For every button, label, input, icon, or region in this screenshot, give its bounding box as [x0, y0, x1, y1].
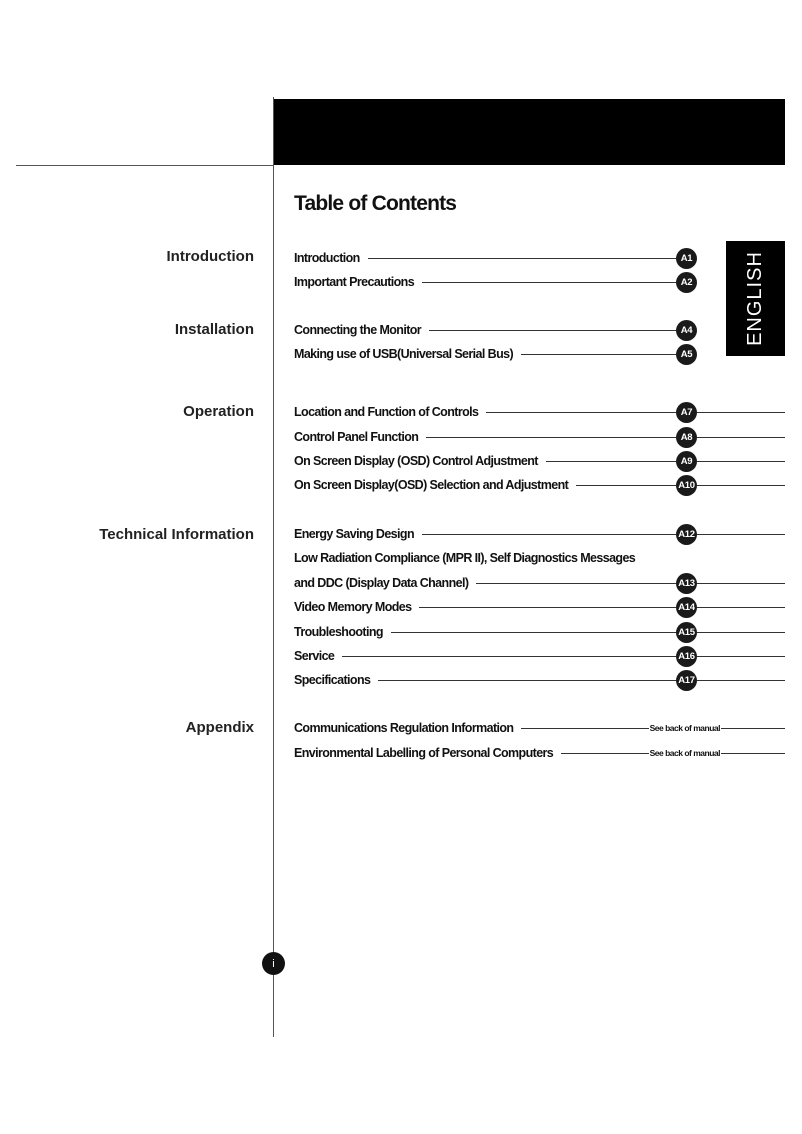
leader-line	[521, 728, 648, 729]
leader-line	[429, 330, 676, 331]
page-badge: A13	[676, 573, 697, 594]
leader-line	[721, 728, 785, 729]
toc-entry-low-radiation[interactable]: Low Radiation Compliance (MPR II), Self Diagnostics Messages	[294, 551, 636, 565]
leader-line	[422, 534, 676, 535]
toc-entry-video-memory[interactable]	[294, 597, 785, 617]
page-reference: See back of manual	[649, 723, 720, 733]
page-badge: A1	[676, 248, 697, 269]
leader-line	[697, 656, 785, 657]
page-badge: A9	[676, 451, 697, 472]
leader-line	[419, 607, 676, 608]
section-introduction: Introduction	[166, 248, 254, 265]
leader-line	[697, 412, 785, 413]
header-divider	[16, 165, 274, 166]
toc-entry-text: Important Precautions	[294, 275, 415, 289]
page-badge: A7	[676, 402, 697, 423]
toc-entry-location-controls[interactable]	[294, 402, 785, 422]
page-badge: A14	[676, 597, 697, 618]
page-title: Table of Contents	[294, 192, 457, 215]
leader-line	[368, 258, 676, 259]
leader-line	[378, 680, 676, 681]
page-badge: A10	[676, 475, 697, 496]
page-badge: A4	[676, 320, 697, 341]
header-banner	[274, 99, 785, 165]
toc-entry-text: Making use of USB(Universal Serial Bus)	[294, 347, 514, 361]
leader-line	[391, 632, 676, 633]
leader-line	[697, 534, 785, 535]
toc-entry-important-precautions[interactable]	[294, 272, 697, 292]
toc-entry-text: Connecting the Monitor	[294, 323, 422, 337]
leader-line	[697, 632, 785, 633]
toc-entry-usb[interactable]	[294, 344, 697, 364]
leader-line	[521, 354, 676, 355]
toc-entry-text: Service	[294, 649, 335, 663]
toc-entry-introduction[interactable]	[294, 248, 697, 268]
toc-entry-troubleshooting[interactable]	[294, 622, 785, 642]
toc-entry-environmental-labelling[interactable]	[294, 743, 785, 763]
leader-line	[426, 437, 676, 438]
page-reference: See back of manual	[649, 748, 720, 758]
leader-line	[721, 753, 785, 754]
leader-line	[476, 583, 676, 584]
page-badge: A17	[676, 670, 697, 691]
page-number-marker: i	[262, 952, 285, 975]
leader-line	[546, 461, 676, 462]
toc-entry-text: Specifications	[294, 673, 371, 687]
toc-entry-text: Communications Regulation Information	[294, 721, 514, 735]
toc-entry-text: On Screen Display (OSD) Control Adjustment	[294, 454, 538, 468]
leader-line	[697, 437, 785, 438]
leader-line	[422, 282, 676, 283]
toc-entry-specifications[interactable]	[294, 670, 785, 690]
toc-entry-text: Location and Function of Controls	[294, 405, 479, 419]
toc-entry-text: Video Memory Modes	[294, 600, 412, 614]
page-badge: A2	[676, 272, 697, 293]
page-badge: A15	[676, 622, 697, 643]
language-tab-label: ENGLISH	[744, 251, 766, 346]
leader-line	[697, 680, 785, 681]
language-tab	[726, 241, 785, 356]
leader-line	[561, 753, 648, 754]
leader-line	[342, 656, 676, 657]
page-badge: A5	[676, 344, 697, 365]
leader-line	[486, 412, 676, 413]
toc-entry-text: and DDC (Display Data Channel)	[294, 576, 469, 590]
toc-entry-service[interactable]	[294, 646, 785, 666]
leader-line	[697, 461, 785, 462]
section-appendix: Appendix	[185, 719, 254, 736]
toc-entry-text: Control Panel Function	[294, 430, 419, 444]
toc-entry-osd-selection[interactable]	[294, 475, 785, 495]
leader-line	[576, 485, 676, 486]
section-technical-information: Technical Information	[99, 526, 254, 543]
leader-line	[697, 607, 785, 608]
toc-entry-text: Introduction	[294, 251, 360, 265]
toc-entry-communications-regulation[interactable]	[294, 718, 785, 738]
toc-entry-osd-control[interactable]	[294, 451, 785, 471]
toc-entry-connecting-monitor[interactable]	[294, 320, 697, 340]
page-badge: A8	[676, 427, 697, 448]
leader-line	[697, 485, 785, 486]
section-operation: Operation	[183, 403, 254, 420]
toc-entry-text: Environmental Labelling of Personal Computers	[294, 746, 554, 760]
toc-entry-control-panel[interactable]	[294, 427, 785, 447]
toc-entry-text: On Screen Display(OSD) Selection and Adjustment	[294, 478, 569, 492]
page-badge: A16	[676, 646, 697, 667]
page-badge: A12	[676, 524, 697, 545]
section-installation: Installation	[174, 321, 254, 338]
toc-entry-ddc[interactable]	[294, 573, 785, 593]
margin-rule	[273, 97, 274, 1037]
toc-entry-energy-saving[interactable]	[294, 524, 785, 544]
toc-entry-text: Energy Saving Design	[294, 527, 414, 541]
toc-entry-text: Troubleshooting	[294, 625, 383, 639]
leader-line	[697, 583, 785, 584]
